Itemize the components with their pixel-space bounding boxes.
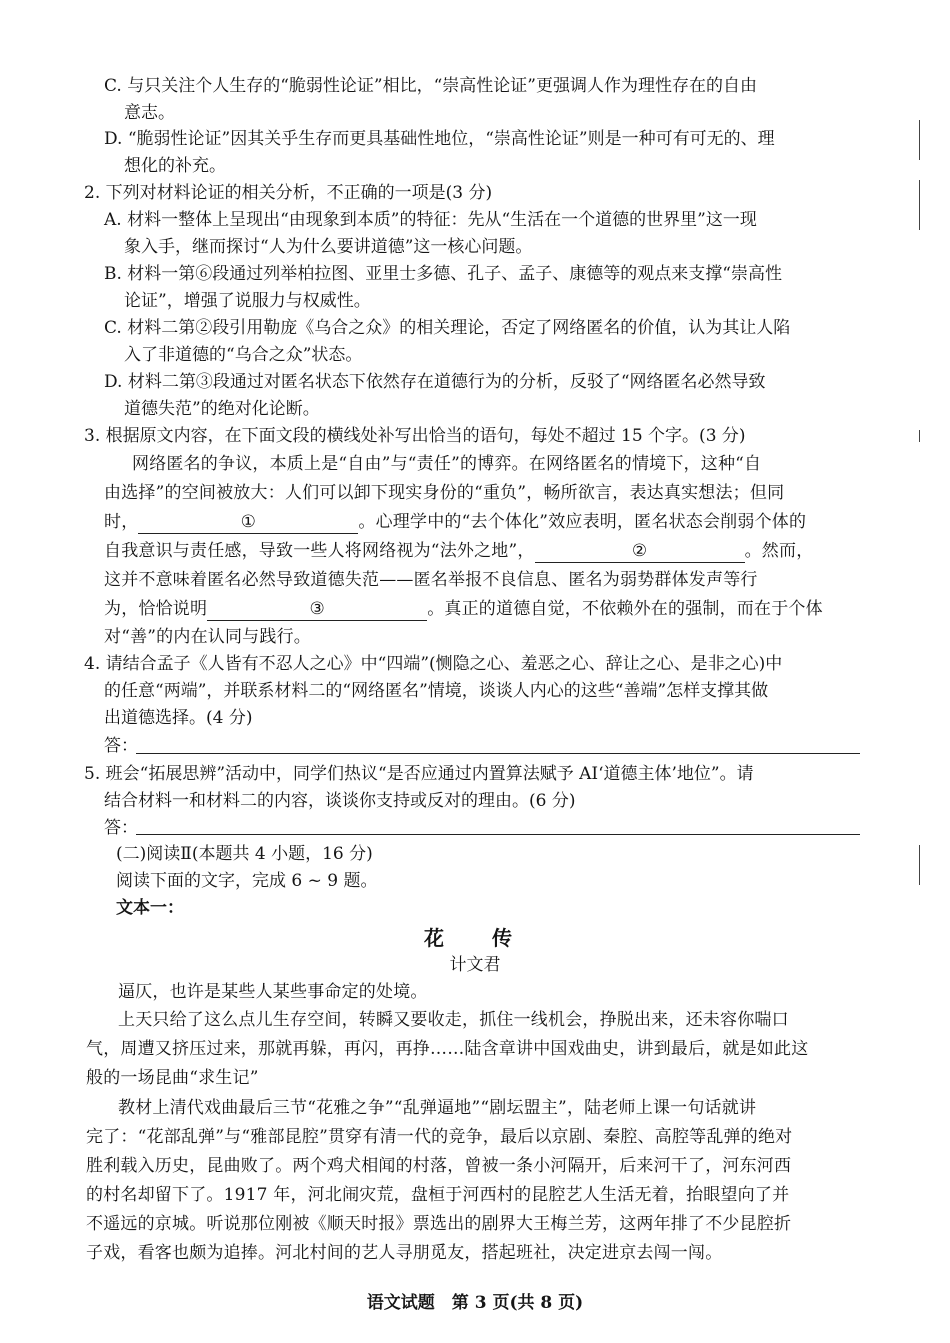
q2-option-c-line2: 入了非道德的“乌合之众”状态。 (124, 345, 363, 365)
q3-passage-line7: 对“善”的内在认同与践行。 (104, 627, 311, 647)
q3-line6-after: 。真正的道德自觉，不依赖外在的强制，而在于个体 (427, 599, 823, 619)
reading2-instruction: 阅读下面的文字，完成 6 ~ 9 题。 (116, 871, 378, 891)
q3-line3-after: 。心理学中的“去个体化”效应表明，匿名状态会削弱个体的 (358, 512, 807, 532)
story-para2-line1: 上天只给了这么点儿生存空间，转瞬又要收走，抓住一线机会，挣脱出来，还未容你喘口 (118, 1010, 789, 1030)
q3-stem: 3. 根据原文内容，在下面文段的横线处补写出恰当的语句，每处不超过 15 个字。(3 分) (84, 426, 746, 446)
q2-stem: 2. 下列对材料论证的相关分析，不正确的一项是(3 分) (84, 183, 493, 203)
q4-answer-line[interactable] (136, 753, 860, 754)
q3-line4-before: 自我意识与责任感，导致一些人将网络视为“法外之地”， (104, 541, 535, 561)
story-para3-line2: 完了：“花部乱弹”与“雅部昆腔”贯穿有清一代的竞争，最后以京剧、秦腔、高腔等乱弹的绝对 (86, 1127, 793, 1147)
q3-passage-line2: 由选择”的空间被放大：人们可以卸下现实身份的“重负”，畅所欲言，表达真实想法；但同 (104, 483, 785, 503)
q3-line4-after: 。然而， (744, 541, 814, 561)
story-para1: 逼仄，也许是某些人某些事命定的处境。 (118, 982, 428, 1002)
q1-option-c-line1: C. 与只关注个人生存的“脆弱性论证”相比，“崇高性论证”更强调人作为理性存在的自由 (104, 76, 757, 96)
q3-line3-before: 时， (104, 512, 139, 532)
q3-line6-before: 为，恰恰说明 (104, 599, 208, 619)
q5-answer-line[interactable] (136, 834, 860, 835)
scan-edge-mark (919, 845, 920, 885)
q3-blank-3[interactable]: ③ (207, 598, 427, 621)
q4-stem-line3: 出道德选择。(4 分) (104, 708, 253, 728)
q3-passage-line3 (104, 509, 806, 535)
q5-stem-line2: 结合材料一和材料二的内容，谈谈你支持或反对的理由。(6 分) (104, 791, 576, 811)
story-para3-line1: 教材上清代戏曲最后三节“花雅之争”“乱弹逼地”“剧坛盟主”，陆老师上课一句话就讲 (118, 1098, 757, 1118)
q2-option-a-line1: A. 材料一整体上呈现出“由现象到本质”的特征：先从“生活在一个道德的世界里”这一现 (104, 210, 757, 230)
reading2-section-title: (二)阅读Ⅱ(本题共 4 小题，16 分) (116, 844, 373, 864)
q4-answer-label: 答： (104, 736, 138, 756)
story-para2-line2: 气，周遭又挤压过来，那就再躲，再闪，再挣……陆含章讲中国戏曲史，讲到最后，就是如此这 (86, 1039, 809, 1059)
q4-stem-line2: 的任意“两端”，并联系材料二的“网络匿名”情境，谈谈人内心的这些“善端”怎样支撑其做 (104, 681, 769, 701)
page-footer: 语文试题 第 3 页(共 8 页) (366, 1293, 584, 1313)
q3-blank-1[interactable]: ① (138, 511, 358, 534)
story-para3-line6: 子戏，看客也颇为追捧。河北村间的艺人寻朋觅友，搭起班社，决定进京去闯一闯。 (86, 1243, 723, 1263)
q2-option-d-line1: D. 材料二第③段通过对匿名状态下依然存在道德行为的分析，反驳了“网络匿名必然导致 (104, 372, 766, 392)
story-title: 花 传 (424, 926, 526, 950)
q2-option-a-line2: 象入手，继而探讨“人为什么要讲道德”这一核心问题。 (124, 237, 533, 257)
q3-passage-line4 (104, 538, 813, 564)
story-para2-line3: 般的一场昆曲“求生记” (86, 1068, 259, 1088)
reading2-text-label: 文本一： (116, 898, 184, 918)
story-para3-line3: 胜利载入历史，昆曲败了。两个鸡犬相闻的村落，曾被一条小河隔开，后来河干了，河东河西 (86, 1156, 792, 1176)
q1-option-d-line2: 想化的补充。 (124, 156, 226, 176)
q4-stem-line1: 4. 请结合孟子《人皆有不忍人之心》中“四端”(恻隐之心、羞恶之心、辞让之心、是非之心)中 (84, 654, 783, 674)
q2-option-d-line2: 道德失范”的绝对化论断。 (124, 399, 320, 419)
scan-edge-mark (919, 430, 920, 442)
story-para3-line4: 的村名却留下了。1917 年，河北闹灾荒，盘桓于河西村的昆腔艺人生活无着，抬眼望向了并 (86, 1185, 790, 1205)
scan-edge-mark (919, 120, 920, 160)
q3-passage-line1: 网络匿名的争议，本质上是“自由”与“责任”的博弈。在网络匿名的情境下，这种“自 (132, 454, 762, 474)
q3-blank-2[interactable]: ② (535, 540, 745, 563)
q5-answer-label: 答： (104, 818, 138, 838)
q2-option-b-line1: B. 材料一第⑥段通过列举柏拉图、亚里士多德、孔子、孟子、康德等的观点来支撑“崇高性 (104, 264, 782, 284)
q2-option-c-line1: C. 材料二第②段引用勒庞《乌合之众》的相关理论，否定了网络匿名的价值，认为其让人陷 (104, 318, 791, 338)
q1-option-c-line2: 意志。 (124, 103, 175, 123)
story-para3-line5: 不遥远的京城。听说那位刚被《顺天时报》票选出的剧界大王梅兰芳，这两年排了不少昆腔折 (86, 1214, 792, 1234)
scan-edge-mark (919, 180, 920, 230)
q2-option-b-line2: 论证”，增强了说服力与权威性。 (124, 291, 371, 311)
story-author: 计文君 (449, 955, 501, 975)
q3-passage-line6 (104, 596, 823, 622)
q1-option-d-line1: D. “脆弱性论证”因其关乎生存而更具基础性地位，“崇高性论证”则是一种可有可无的、理 (104, 129, 775, 149)
q3-passage-line5: 这并不意味着匿名必然导致道德失范——匿名举报不良信息、匿名为弱势群体发声等行 (104, 570, 758, 590)
q5-stem-line1: 5. 班会“拓展思辨”活动中，同学们热议“是否应通过内置算法赋予 AI‘道德主体’地位”。请 (84, 764, 754, 784)
